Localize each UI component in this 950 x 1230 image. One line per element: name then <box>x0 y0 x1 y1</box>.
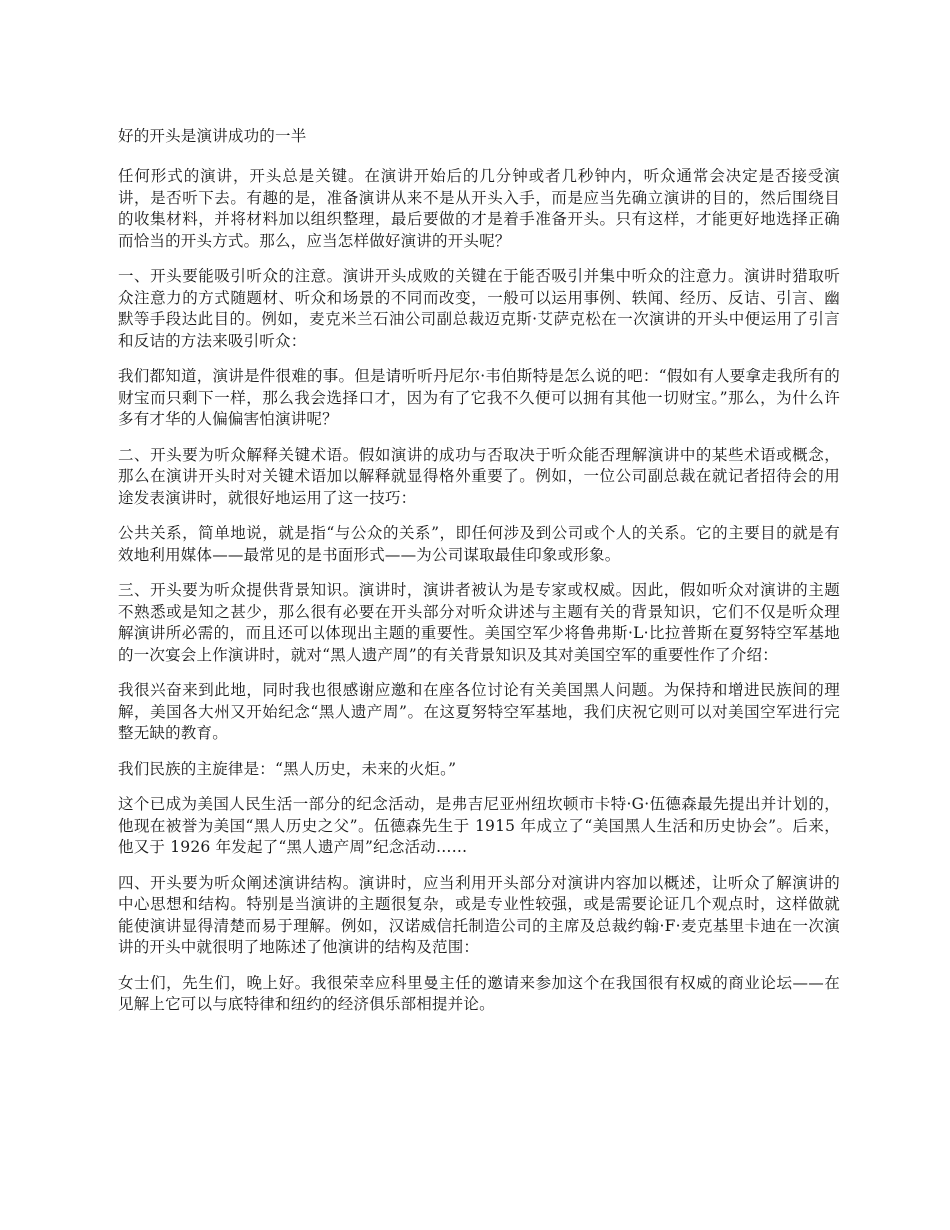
paragraph-quote-four: 女士们，先生们，晚上好。我很荣幸应科里曼主任的邀请来参加这个在我国很有权威的商业论坛——在见解上它可以与底特律和纽约的经济俱乐部相提并论。 <box>118 973 840 1013</box>
paragraph-quote-three: 我很兴奋来到此地，同时我也很感谢应邀和在座各位讨论有关美国黑人问题。为保持和增进民族间的理解，美国各大州又开始纪念“黑人遗产周”。在这夏努特空军基地，我们庆祝它则可以对美国空军进行完整无缺的教育。 <box>118 681 840 742</box>
paragraph-point-four: 四、开头要为听众阐述演讲结构。演讲时，应当利用开头部分对演讲内容加以概述，让听众了解演讲的中心思想和结构。特别是当演讲的主题很复杂，或是专业性较强，或是需要论证几个观点时，这样做就能使演讲显得清楚而易于理解。例如，汉诺威信托制造公司的主席及总裁约翰·F·麦克基里卡迪在一次演讲的开头中就很明了地陈述了他演讲的结构及范围： <box>118 873 840 956</box>
paragraph-theme: 我们民族的主旋律是：“黑人历史，未来的火炬。” <box>118 759 457 778</box>
paragraph-quote-two: 公共关系，简单地说，就是指“与公众的关系”，即任何涉及到公司或个人的关系。它的主要目的就是有效地利用媒体——最常见的是书面形式——为公司谋取最佳印象或形象。 <box>118 524 840 564</box>
paragraph-quote-one: 我们都知道，演讲是件很难的事。但是请听听丹尼尔·韦伯斯特是怎么说的吧：“假如有人要拿走我所有的财宝而只剩下一样，那么我会选择口才，因为有了它我不久便可以拥有其他一切财宝。”那么，为什么许多有才华的人偏偏害怕演讲呢？ <box>118 367 840 428</box>
paragraph-point-two: 二、开头要为听众解释关键术语。假如演讲的成功与否取决于听众能否理解演讲中的某些术语或概念，那么在演讲开头时对关键术语加以解释就显得格外重要了。例如，一位公司副总裁在就记者招待会的用途发表演讲时，就很好地运用了这一技巧： <box>118 445 840 507</box>
document-title: 好的开头是演讲成功的一半 <box>118 127 307 145</box>
document-page <box>118 126 840 1030</box>
paragraph-point-one: 一、开头要能吸引听众的注意。演讲开头成败的关键在于能否吸引并集中听众的注意力。演讲时猎取听众注意力的方式随题材、听众和场景的不同而改变，一般可以运用事例、轶闻、经历、反诘、引言、幽默等手段达此目的。例如，麦克米兰石油公司副总裁迈克斯·艾萨克松在一次演讲的开头中便运用了引言和反诘的方法来吸引听众： <box>118 267 840 350</box>
paragraph-intro: 任何形式的演讲，开头总是关键。在演讲开始后的几分钟或者几秒钟内，听众通常会决定是否接受演讲，是否听下去。有趣的是，准备演讲从来不是从开头入手，而是应当先确立演讲的目的，然后围绕目的收集材料，并将材料加以组织整理，最后要做的才是着手准备开头。只有这样，才能更好地选择正确而恰当的开头方式。那么，应当怎样做好演讲的开头呢？ <box>118 167 840 250</box>
paragraph-point-three: 三、开头要为听众提供背景知识。演讲时，演讲者被认为是专家或权威。因此，假如听众对演讲的主题不熟悉或是知之甚少，那么很有必要在开头部分对听众讲述与主题有关的背景知识，它们不仅是听众理解演讲所必需的，而且还可以体现出主题的重要性。美国空军少将鲁弗斯·L·比拉普斯在夏努特空军基地的一次宴会上作演讲时，就对“黑人遗产周”的有关背景知识及其对美国空军的重要性作了介绍： <box>118 581 840 664</box>
paragraph-history: 这个已成为美国人民生活一部分的纪念活动，是弗吉尼亚州纽坎顿市卡特·G·伍德森最先提出并计划的，他现在被誉为美国“黑人历史之父”。伍德森先生于 1915 年成立了“美国黑人生活和历史协会”。后来，他又于 1926 年发起了“黑人遗产周”纪念活动…… <box>118 795 840 856</box>
